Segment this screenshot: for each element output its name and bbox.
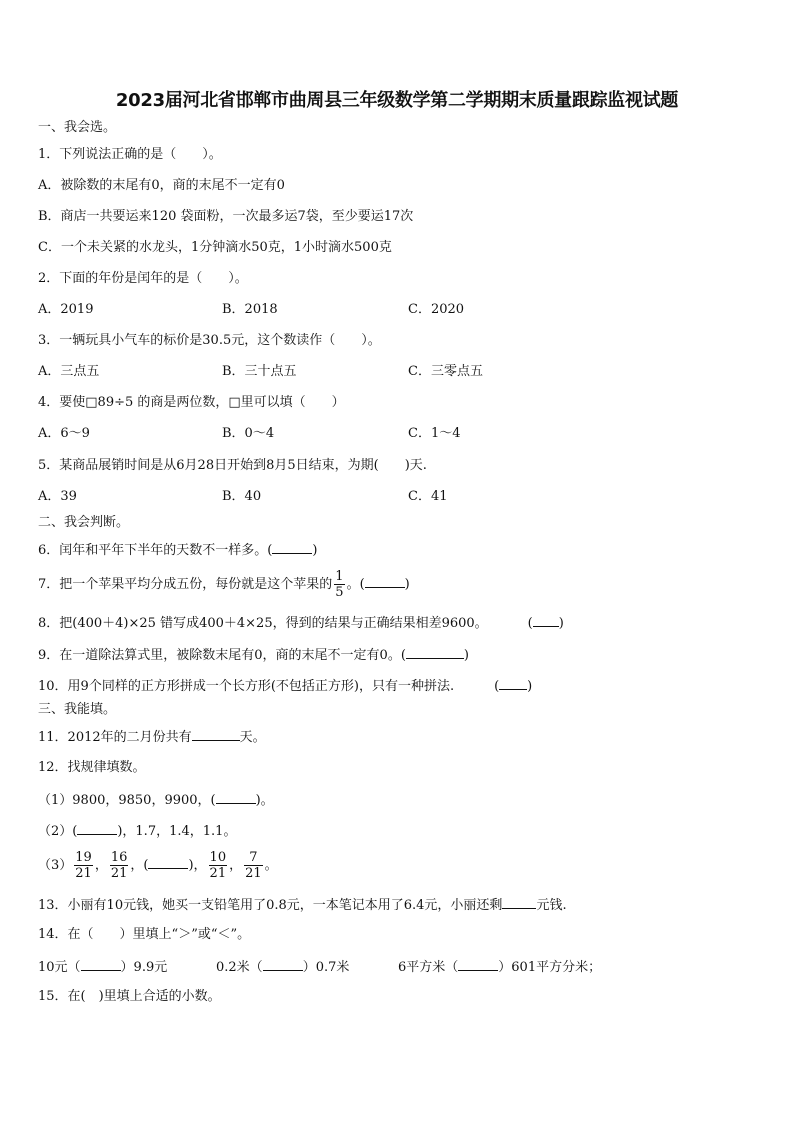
question-2-option-c: C．2020 (408, 302, 465, 317)
question-7-text: 7．把一个苹果平均分成五份，每份就是这个苹果的 (38, 577, 333, 592)
question-6 (38, 540, 317, 560)
part-3-end: 。 (264, 858, 278, 873)
question-12-part-3: （3） $\frac{19}{21}$ ， $\frac{16}{21}$ ，( )， $\frac{10}{21}$ ， $\frac{7}{21}$ 。 (38, 850, 278, 881)
question-11 (38, 727, 266, 747)
question-6-close: ) (312, 543, 318, 558)
answer-blank[interactable] (499, 676, 527, 690)
answer-blank[interactable] (216, 790, 256, 804)
question-8-text: 8．把(400＋4)×25 错写成400＋4×25，得到的结果与正确结果相差9600。 (38, 616, 488, 631)
fraction-numerator: 16 (110, 850, 128, 865)
section-heading-fill: 三、我能填。 (38, 702, 117, 717)
question-3-option-a: A．三点五 (38, 364, 100, 379)
compare-b-right: ）0.7米 (302, 960, 350, 975)
part-1-close: )。 (255, 793, 274, 808)
question-5-option-c: C．41 (408, 489, 448, 504)
question-9-text: 9．在一道除法算式里，被除数末尾有0，商的末尾不一定有0。( (38, 648, 406, 663)
answer-blank[interactable] (192, 727, 240, 741)
answer-blank[interactable] (81, 957, 121, 971)
compare-a-left: 10元（ (38, 960, 81, 975)
fraction-denominator: 21 (110, 866, 128, 881)
question-1-stem: 1．下列说法正确的是（ ）。 (38, 147, 222, 162)
question-5-option-b: B．40 (222, 489, 262, 504)
question-7 (38, 568, 410, 602)
part-3-sep: ，( (130, 858, 149, 873)
fraction-numerator: 1 (335, 569, 344, 584)
question-5-stem: 5．某商品展销时间是从6月28日开始到8月5日结束，为期( )天. (38, 458, 427, 473)
part-3-close: )， (188, 858, 207, 873)
question-4-option-a: A．6～9 (38, 426, 90, 441)
question-4-option-c: C．1～4 (408, 426, 461, 441)
question-9-close: ) (463, 648, 469, 663)
question-6-text: 6．闰年和平年下半年的天数不一样多。( (38, 543, 273, 558)
compare-c-right: ）601平方分米； (498, 960, 602, 975)
question-7-mid: 。( (346, 577, 365, 592)
fraction-numerator: 19 (75, 850, 92, 865)
fraction-denominator: 21 (245, 866, 262, 881)
part-2-text: )，1.7，1.4，1.1。 (117, 824, 237, 839)
question-14-part-a (38, 957, 167, 977)
part-2-open: （2）( (38, 824, 78, 839)
question-15-stem: 15．在( )里填上合适的小数。 (38, 989, 221, 1004)
question-10-text: 10．用9个同样的正方形拼成一个长方形(不包括正方形)，只有一种拼法. (38, 679, 455, 694)
fraction-10-21 (209, 850, 228, 881)
answer-blank[interactable] (458, 957, 498, 971)
compare-a-right: ）9.9元 (120, 960, 168, 975)
answer-blank[interactable] (533, 613, 559, 627)
section-heading-choose: 一、我会选。 (38, 120, 117, 135)
question-4-option-b: B．0～4 (222, 426, 275, 441)
page-title: 2023届河北省邯郸市曲周县三年级数学第二学期期末质量跟踪监视试题 (115, 90, 679, 111)
section-heading-judge: 二、我会判断。 (38, 515, 130, 530)
question-14-part-c (398, 957, 601, 977)
question-1-option-c: C．一个未关紧的水龙头，1分钟滴水50克，1小时滴水500克 (38, 240, 392, 255)
answer-blank[interactable] (148, 855, 188, 869)
question-11-post: 天。 (239, 730, 266, 745)
question-12-stem: 12．找规律填数。 (38, 760, 146, 775)
fraction-numerator: 7 (244, 850, 263, 866)
question-2-option-b: B．2018 (222, 302, 278, 317)
fraction-denominator: 21 (209, 866, 227, 881)
question-11-text: 11．2012年的二月份共有 (38, 730, 192, 745)
question-14-stem: 14．在（ ）里填上“＞”或“＜”。 (38, 927, 251, 942)
part-3-label: （3） (38, 858, 73, 873)
question-10-close: ) (527, 679, 533, 694)
fraction-denominator: 5 (335, 585, 344, 600)
question-13 (38, 895, 567, 915)
question-1-option-b: B．商店一共要运来120 袋面粉，一次最多运7袋，至少要运17次 (38, 209, 414, 224)
answer-blank[interactable] (406, 645, 464, 659)
answer-blank[interactable] (272, 540, 312, 554)
compare-b-left: 0.2米（ (216, 960, 263, 975)
answer-blank[interactable] (263, 957, 303, 971)
question-5-option-a: A．39 (38, 489, 77, 504)
fraction-19-21 (74, 850, 93, 881)
fraction-numerator: 10 (209, 850, 227, 865)
fraction-one-fifth (334, 569, 344, 600)
question-4-stem: 4．要使□89÷5 的商是两位数，□里可以填（ ） (38, 395, 345, 410)
question-13-post: 元钱. (536, 898, 567, 913)
question-12-part-1 (38, 790, 274, 810)
question-9 (38, 645, 469, 665)
question-3-stem: 3．一辆玩具小气车的标价是30.5元，这个数读作（ ）。 (38, 333, 381, 348)
question-8 (38, 613, 564, 633)
answer-blank[interactable] (365, 574, 405, 588)
question-10 (38, 676, 532, 696)
question-10-open: ( (494, 679, 500, 694)
compare-c-left: 6平方米（ (398, 960, 459, 975)
question-8-close: ) (558, 616, 564, 631)
question-1-option-a: A．被除数的末尾有0，商的末尾不一定有0 (38, 178, 285, 193)
question-12-part-2 (38, 821, 236, 841)
fraction-denominator: 21 (75, 866, 92, 881)
question-3-option-c: C．三零点五 (408, 364, 483, 379)
fraction-7-21 (244, 850, 263, 881)
part-1-text: （1）9800，9850，9900，( (38, 793, 216, 808)
question-2-option-a: A．2019 (38, 302, 94, 317)
question-2-stem: 2．下面的年份是闰年的是（ ）。 (38, 271, 248, 286)
question-3-option-b: B．三十点五 (222, 364, 297, 379)
question-13-text: 13．小丽有10元钱，她买一支铅笔用了0.8元，一本笔记本用了6.4元，小丽还剩 (38, 898, 503, 913)
answer-blank[interactable] (502, 895, 536, 909)
question-14-part-b (216, 957, 349, 977)
question-7-close: ) (404, 577, 410, 592)
question-8-open: ( (527, 616, 533, 631)
answer-blank[interactable] (77, 821, 117, 835)
fraction-16-21 (110, 850, 129, 881)
